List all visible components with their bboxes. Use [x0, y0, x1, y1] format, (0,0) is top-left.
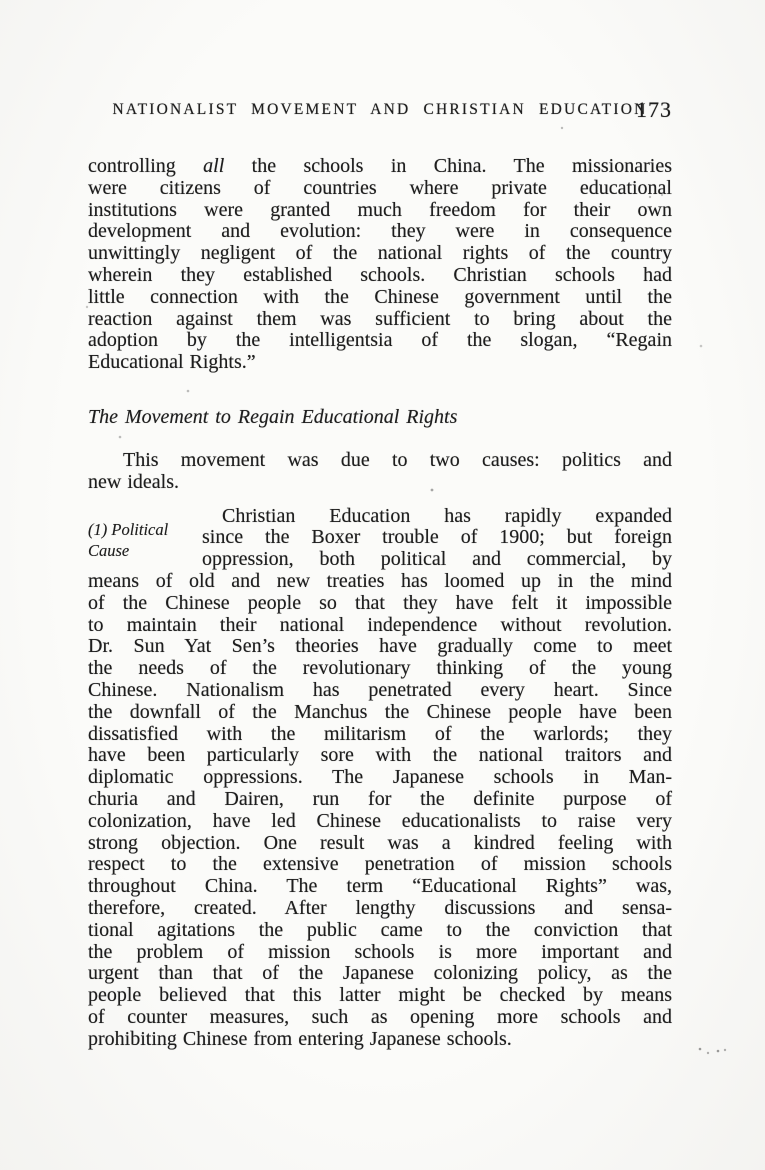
text-line: Dr. Sun Yat Sen’s theories have gradually come to meet	[88, 635, 672, 658]
paragraph-continuation	[88, 156, 672, 374]
text-line: Educational Rights.”	[88, 351, 256, 374]
text-line: reaction against them was sufficient to bring about the	[88, 307, 672, 330]
margin-note-line: Cause	[88, 540, 130, 560]
text-line: the needs of the revolutionary thinking of the young	[88, 657, 672, 680]
margin-note-line: (1) Political	[88, 519, 169, 539]
paragraph-lines	[88, 450, 672, 494]
text-line: since the Boxer trouble of 1900; but foreign	[202, 526, 672, 549]
italic-word: all	[203, 155, 225, 177]
text-line: of counter measures, such as opening more schools and	[88, 1005, 672, 1028]
text-line: prohibiting Chinese from entering Japanese schools.	[88, 1027, 512, 1050]
line-text: the schools in China. The missionaries	[251, 155, 672, 177]
text-line: were citizens of countries where private educational	[88, 176, 672, 199]
text-line: Christian Education has rapidly expanded	[222, 504, 672, 527]
text-line: Chinese. Nationalism has penetrated every heart. Since	[88, 678, 672, 701]
text-line: diplomatic oppressions. The Japanese schools in Man-	[88, 766, 672, 789]
text-line: the problem of mission schools is more important and	[88, 940, 672, 963]
page-header	[88, 97, 672, 125]
line-text: controlling	[88, 155, 176, 177]
margin-note-political-cause	[88, 519, 200, 561]
running-head-title: NATIONALIST MOVEMENT AND CHRISTIAN EDUCATION	[112, 101, 648, 118]
text-line: people believed that this latter might be checked by means	[88, 984, 672, 1007]
text-line: colonization, have led Chinese educationalists to raise very	[88, 809, 672, 832]
text-line: urgent than that of the Japanese colonizing policy, as the	[88, 962, 672, 985]
scan-speckle	[0, 0, 2, 2]
text-line: little connection with the Chinese government until the	[88, 285, 672, 308]
text-line: unwittingly negligent of the national rights of the country	[88, 242, 672, 265]
text-line: to maintain their national independence without revolution.	[88, 613, 672, 636]
text-line: oppression, both political and commercial, by	[202, 548, 672, 571]
text-line: have been particularly sore with the national traitors and	[88, 744, 672, 767]
text-line: therefore, created. After lengthy discussions and sensa-	[88, 896, 672, 919]
text-line: institutions were granted much freedom for their own	[88, 198, 672, 221]
text-line: This movement was due to two causes: politics and	[123, 448, 672, 471]
page-number: 173	[636, 97, 672, 122]
text-line: tional agitations the public came to the conviction that	[88, 918, 672, 941]
text-line: adoption by the intelligentsia of the slogan, “Regain	[88, 329, 672, 352]
text-line	[88, 156, 672, 178]
text-line: dissatisfied with the militarism of the warlords; they	[88, 722, 672, 745]
text-line: development and evolution: they were in consequence	[88, 220, 672, 243]
text-line: respect to the extensive penetration of mission schools	[88, 853, 672, 876]
text-column	[88, 0, 672, 1050]
text-line: throughout China. The term “Educational Rights” was,	[88, 875, 672, 898]
paragraph-political-cause	[88, 506, 672, 1051]
indented-paragraph-lines	[202, 506, 672, 571]
paragraph-lines	[88, 571, 672, 1051]
text-line: means of old and new treaties has loomed up in the mind	[88, 569, 672, 592]
text-line: wherein they established schools. Christian schools had	[88, 263, 672, 286]
text-line: of the Chinese people so that they have felt it impossible	[88, 591, 672, 614]
text-line: the downfall of the Manchus the Chinese people have been	[88, 700, 672, 723]
text-line: churia and Dairen, run for the definite purpose of	[88, 787, 672, 810]
section-heading: The Movement to Regain Educational Rights	[88, 405, 458, 428]
text-line: new ideals.	[88, 470, 179, 493]
paragraph-lines	[88, 178, 672, 374]
paragraph-intro	[88, 450, 672, 494]
text-line: strong objection. One result was a kindred feeling with	[88, 831, 672, 854]
